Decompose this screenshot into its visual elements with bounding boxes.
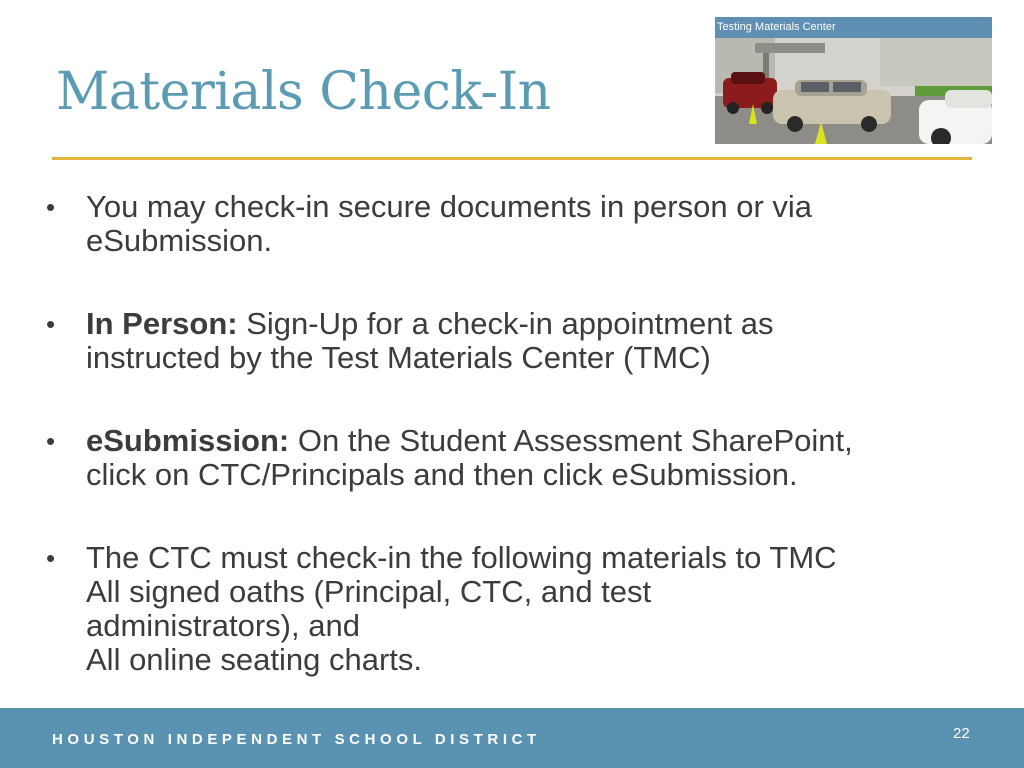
bullet-line: administrators), and	[86, 608, 360, 643]
bullet-line: All signed oaths (Principal, CTC, and test	[86, 574, 652, 609]
bullet-heading: In Person:	[86, 306, 238, 341]
footer-organization: HOUSTON INDEPENDENT SCHOOL DISTRICT	[52, 731, 541, 748]
bullet-line: You may check-in secure documents in person or via	[86, 189, 813, 224]
page-number: 22	[953, 725, 970, 742]
bullet-line: click on CTC/Principals and then click eSubmission.	[86, 457, 798, 492]
bullet-line: All online seating charts.	[86, 642, 423, 677]
bullet-heading: eSubmission:	[86, 423, 290, 458]
footer-bar	[0, 708, 1024, 768]
parking-lot-image	[715, 38, 992, 144]
bullet-marker: •	[46, 543, 56, 573]
testing-materials-center-photo	[715, 17, 992, 144]
bullet-line: Sign-Up for a check-in appointment as	[237, 306, 774, 341]
title-divider	[52, 157, 972, 160]
bullet-line: eSubmission.	[86, 223, 273, 258]
photo-caption: Testing Materials Center	[715, 17, 992, 38]
bullet-item	[44, 424, 984, 492]
bullet-line: On the Student Assessment SharePoint,	[289, 423, 853, 458]
bullet-marker: •	[46, 309, 56, 339]
bullet-marker: •	[46, 426, 56, 456]
bullet-marker: •	[46, 192, 56, 222]
bullet-item	[44, 190, 984, 258]
slide-title: Materials Check-In	[56, 62, 551, 122]
bullet-line: instructed by the Test Materials Center (TMC)	[86, 340, 711, 375]
bullet-item	[44, 307, 984, 375]
bullet-list	[44, 190, 984, 677]
bullet-line: The CTC must check-in the following materials to TMC	[86, 540, 837, 575]
bullet-item	[44, 541, 984, 677]
